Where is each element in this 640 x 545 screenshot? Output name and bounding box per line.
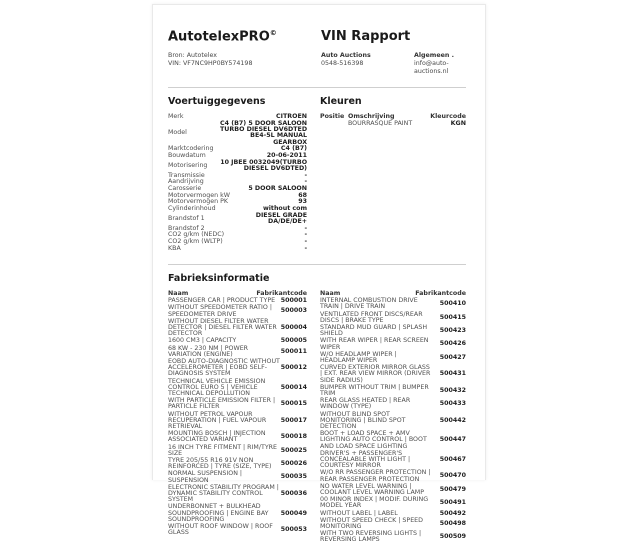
- factory-item-code: 500415: [439, 313, 466, 321]
- factory-item-name: MOUNTING BOSCH | INJECTION ASSOCIATED VARIANT: [168, 430, 266, 444]
- vehicle-value: 93: [298, 198, 308, 206]
- factory-row: [320, 511, 466, 517]
- factory-row: [168, 359, 307, 378]
- factory-column: [320, 290, 466, 545]
- factory-item-name: UNDERBONNET + BULKHEAD SOUNDPROOFING | ENGINE BAY SOUNDPROOFING: [168, 503, 269, 523]
- factory-row: [168, 485, 307, 504]
- factory-row: [320, 484, 466, 496]
- vehicle-value: CITROEN: [276, 113, 308, 121]
- vehicle-label: Merk: [168, 113, 184, 121]
- factory-item-code: 500015: [280, 400, 308, 408]
- vehicle-label: Marktcodering: [168, 145, 214, 153]
- factory-item-name: WITHOUT SPEEDOMETER RATIO | SPEEDOMETER DRIVE: [168, 304, 272, 318]
- factory-row: [320, 451, 466, 470]
- colors-header-kleurcode: Kleurcode: [430, 113, 466, 121]
- report-title: VIN Rapport: [321, 29, 411, 44]
- general-label: Algemeen .: [414, 52, 454, 60]
- factory-item-code: 500447: [439, 436, 466, 444]
- factory-item-code: 500491: [439, 499, 466, 507]
- factory-item-code: 500004: [280, 323, 308, 331]
- factory-column-header: [168, 290, 307, 297]
- factory-columns: [168, 290, 466, 545]
- company-name: Auto Auctions: [321, 52, 371, 60]
- factory-item-code: 500467: [439, 455, 466, 463]
- factory-row: [320, 531, 466, 543]
- vehicle-value: -: [304, 171, 308, 179]
- factory-item-code: 500432: [439, 386, 466, 394]
- vehicle-label: Motorvermogen kW: [168, 191, 230, 199]
- factory-item-name: WITH TWO REVERSING LIGHTS | REVERSING LAMPS: [319, 530, 422, 544]
- vehicle-label: Motorvermogen PK: [168, 198, 229, 206]
- factory-row: [168, 305, 307, 317]
- factory-item-name: WITHOUT DIESEL FILTER WATER DETECTOR | DIESEL FILTER WATER DETECTOR: [168, 317, 277, 338]
- factory-item-name: INTERNAL COMBUSTION DRIVE TRAIN | DRIVE TRAIN: [319, 297, 418, 311]
- vin-line: VIN: VF7NC9HP0BY574198: [168, 60, 253, 68]
- factory-item-code: 500025: [280, 446, 308, 454]
- factory-item-code: 500053: [280, 526, 308, 534]
- vehicle-label: Aandrijving: [168, 178, 204, 186]
- factory-item-code: 500433: [439, 400, 466, 408]
- factory-row: [168, 398, 307, 410]
- factory-item-name: NO WATER LEVEL WARNING | COOLANT LEVEL WARNING LAMP: [319, 482, 424, 496]
- vehicle-value: 5 DOOR SALOON: [248, 185, 308, 193]
- factory-row: [320, 365, 466, 384]
- section-title-vehicle: Voertuiggegevens: [168, 96, 266, 108]
- factory-row: [168, 338, 307, 344]
- factory-item-name: 1600 CM3 | CAPACITY: [168, 337, 237, 345]
- factory-item-code: 500431: [439, 370, 466, 378]
- factory-item-name: REAR GLASS HEATED | REAR WINDOW (TYPE): [319, 397, 411, 411]
- factory-item-name: EOBD AUTO-DIAGNOSTIC WITHOUT ACCELEROMETER | EOBD SELF-DIAGNOSIS SYSTEM: [168, 357, 280, 378]
- color-row-description: BOURRASQUE PAINT: [347, 119, 413, 127]
- factory-name-header: Naam: [319, 289, 341, 297]
- factory-code-header: Fabrikantcode: [256, 289, 308, 297]
- factory-row: [168, 319, 307, 338]
- factory-item-name: WITH PARTICLE EMISSION FILTER | PARTICLE FILTER: [168, 397, 276, 411]
- vehicle-colors-section: [168, 88, 466, 252]
- factory-item-code: 500427: [439, 353, 466, 361]
- report-brand: [168, 29, 321, 44]
- colors-header-omschrijving: Omschrijving: [347, 113, 395, 121]
- factory-item-name: TYRE 205/55 R16 91V NON REINFORCED | TYRE (SIZE, TYPE): [168, 456, 272, 471]
- factory-item-name: STANDARD MUD GUARD | SPLASH SHIELD: [319, 323, 428, 338]
- general-email: info@auto-auctions.nl: [414, 60, 449, 76]
- factory-row: [320, 352, 466, 364]
- vehicle-value: 68: [298, 191, 308, 199]
- factory-item-name: 00 MINOR INDEX | MODIF. DURING MODEL YEAR: [319, 496, 429, 510]
- factory-item-code: 500442: [439, 416, 466, 424]
- factory-name-header: Naam: [168, 289, 189, 297]
- factory-item-name: DRIVER'S + PASSENGER'S CONCEALABLE WITH LIGHT | COURTESY MIRROR: [319, 449, 411, 470]
- vehicle-value: -: [304, 231, 308, 239]
- factory-item-code: 500492: [439, 509, 466, 517]
- factory-item-name: NORMAL SUSPENSION | SUSPENSION: [168, 470, 243, 484]
- factory-item-name: WITHOUT PETROL VAPOUR RECUPERATION | FUEL VAPOUR RETRIEVAL: [168, 410, 267, 430]
- factory-item-code: 500026: [280, 460, 308, 468]
- vehicle-value: DIESEL GRADE DA/DE/DE+: [255, 211, 308, 226]
- factory-item-name: WITHOUT LABEL | LABEL: [319, 509, 398, 517]
- vehicle-value: without com: [262, 205, 308, 213]
- factory-item-name: CURVED EXTERIOR MIRROR GLASS | EXT. REAR VIEW MIRROR (DRIVER SIDE RADIUS): [319, 364, 431, 384]
- colors-table: [320, 114, 466, 127]
- factory-row: [168, 471, 307, 483]
- factory-item-name: W/O RR PASSENGER PROTECTION | REAR PASSENGER PROTECTION: [319, 469, 431, 483]
- vehicle-label: CO2 g/km (NEDC): [168, 231, 225, 239]
- factory-item-name: 68 KW - 230 NM | POWER VARIATION (ENGINE): [168, 344, 249, 358]
- report-header: [168, 29, 466, 44]
- factory-row: [168, 431, 307, 443]
- factory-item-code: 500017: [280, 416, 308, 424]
- factory-row: [320, 518, 466, 530]
- factory-row: [168, 379, 307, 398]
- factory-item-name: WITHOUT SPEED CHECK | SPEED MONITORING: [319, 516, 424, 530]
- factory-item-code: 500018: [280, 433, 308, 441]
- vehicle-label: KBA: [168, 244, 181, 252]
- factory-row: [320, 325, 466, 337]
- factory-item-code: 500005: [280, 337, 308, 345]
- factory-item-name: WITHOUT BLIND SPOT MONITORING | BLIND SPOT DETECTION: [319, 410, 406, 430]
- vehicle-value: 10 JBEE 0032049(TURBO DIESEL DV6DTED): [220, 158, 308, 172]
- factory-item-code: 500036: [280, 489, 308, 497]
- factory-item-code: 500014: [280, 383, 308, 391]
- factory-item-name: WITH REAR WIPER | REAR SCREEN WIPER: [319, 337, 429, 351]
- factory-column: [168, 290, 307, 545]
- vehicle-label: Transmissie: [168, 171, 205, 179]
- factory-item-code: 500012: [280, 364, 308, 372]
- factory-item-code: 500410: [439, 300, 466, 308]
- factory-row: [320, 431, 466, 450]
- factory-item-name: ELECTRONIC STABILITY PROGRAM | DYNAMIC STABILITY CONTROL SYSTEM: [168, 483, 279, 504]
- factory-item-code: 500423: [439, 327, 466, 334]
- section-title-factory: Fabrieksinformatie: [168, 272, 270, 284]
- vehicle-label: Model: [168, 129, 187, 137]
- factory-row: [168, 524, 307, 536]
- vehicle-label: Carosserie: [168, 185, 202, 193]
- colors-header-positie: Positie: [319, 113, 345, 121]
- vehicle-label: Brandstof 2: [168, 224, 205, 232]
- factory-item-name: W/O HEADLAMP WIPER | HEADLAMP WIPER: [319, 350, 397, 364]
- factory-row: [168, 504, 307, 523]
- vehicle-value: -: [304, 224, 308, 232]
- factory-row: [320, 312, 466, 324]
- factory-item-code: 500470: [439, 472, 466, 480]
- factory-item-name: TECHNICAL VEHICLE EMISSION CONTROL EURO 5 | VEHICLE TECHNICAL DEPOLLUTION: [168, 377, 266, 397]
- factory-row: [168, 346, 307, 358]
- factory-item-name: WITHOUT ROOF WINDOW | ROOF GLASS: [168, 523, 273, 537]
- report-page: [152, 4, 486, 544]
- factory-row: [320, 497, 466, 509]
- vehicle-row: [168, 239, 307, 245]
- factory-row: [320, 338, 466, 350]
- factory-item-name: BUMPER WITHOUT TRIM | BUMPER TRIM: [319, 383, 429, 397]
- factory-item-code: 500001: [280, 297, 308, 305]
- vehicle-value: -: [304, 244, 308, 252]
- vehicle-label: Motorisering: [168, 161, 208, 169]
- source-line: Bron: Autotelex: [168, 52, 217, 60]
- factory-column-gap: [307, 290, 320, 545]
- factory-item-name: VENTILATED FRONT DISCS/REAR DISCS | BRAKE TYPE: [319, 310, 423, 324]
- vehicle-value: 20-06-2011: [266, 152, 308, 160]
- vehicle-label: CO2 g/km (WLTP): [168, 238, 223, 246]
- vehicle-value: -: [304, 178, 308, 186]
- factory-row: [168, 458, 307, 470]
- vehicle-label: Bouwdatum: [168, 152, 206, 160]
- vehicle-row: [168, 160, 307, 172]
- vehicle-divider: [168, 264, 466, 265]
- factory-item-code: 500509: [439, 533, 466, 541]
- color-row-code: KGN: [450, 119, 466, 127]
- vehicle-value: C4 (B7) 5 DOOR SALOON TURBO DIESEL DV6DTED BE4-5L MANUAL GEARBOX: [220, 120, 308, 146]
- factory-item-code: 500426: [439, 340, 466, 348]
- factory-row: [320, 412, 466, 431]
- company-phone: 0548-516398: [321, 60, 364, 68]
- factory-item-name: PASSENGER CAR | PRODUCT TYPE: [168, 297, 276, 305]
- factory-row: [320, 398, 466, 410]
- vehicle-label: Cylinderinhoud: [168, 205, 216, 213]
- color-row-positie: [320, 121, 348, 127]
- factory-column-header: [320, 290, 466, 297]
- factory-row: [320, 298, 466, 310]
- vehicle-value: -: [304, 238, 308, 246]
- factory-item-code: 500498: [439, 519, 466, 527]
- factory-item-code: 500011: [280, 347, 308, 355]
- factory-row: [320, 470, 466, 482]
- copyright-mark: ©: [269, 29, 277, 37]
- brand-text: AutotelexPRO: [168, 29, 270, 45]
- vehicle-row: [168, 246, 307, 252]
- vehicle-label: Brandstof 1: [168, 214, 205, 222]
- factory-row: [168, 412, 307, 431]
- report-meta: [168, 52, 466, 76]
- factory-item-name: 16 INCH TYRE FITMENT | RIM/TYRE SIZE: [168, 443, 278, 457]
- factory-item-code: 500049: [280, 509, 308, 517]
- vehicle-value: C4 (B7): [280, 145, 308, 153]
- vehicle-row: [168, 121, 307, 146]
- factory-item-code: 500035: [280, 473, 308, 481]
- factory-code-header: Fabrikantcode: [415, 289, 466, 297]
- factory-row: [168, 445, 307, 457]
- factory-item-code: 500003: [280, 307, 308, 315]
- vehicle-rows: [168, 114, 307, 252]
- factory-item-name: BOOT + LOAD SPACE + AMV LIGHTING AUTO CONTROL | BOOT AND LOAD SPACE LIGHTING: [319, 430, 427, 450]
- factory-item-code: 500479: [439, 485, 466, 493]
- vehicle-row: [168, 213, 307, 225]
- section-title-colors: Kleuren: [319, 96, 362, 108]
- factory-row: [320, 385, 466, 397]
